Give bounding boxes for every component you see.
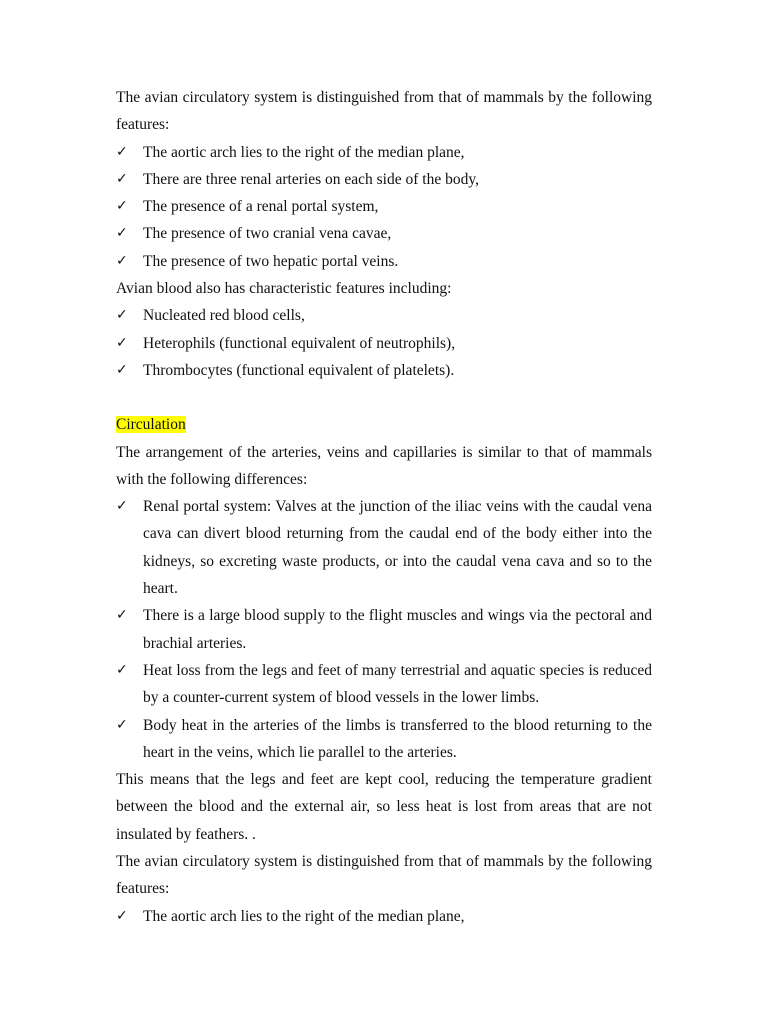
features-repeat-list xyxy=(116,903,652,930)
check-icon: ✓ xyxy=(116,607,128,624)
list-item xyxy=(116,712,652,767)
list-item-text: The presence of two hepatic portal veins. xyxy=(143,252,399,270)
check-icon: ✓ xyxy=(116,716,128,733)
list-item-text: The presence of two cranial vena cavae, xyxy=(143,225,392,243)
list-item-text: Heat loss from the legs and feet of many terrestrial and aquatic species is reduced by a counter-current system of blood vessels in the lower limbs. xyxy=(143,661,652,707)
check-icon: ✓ xyxy=(116,225,128,242)
check-icon: ✓ xyxy=(116,252,128,269)
intro-repeat-paragraph: The avian circulatory system is distinguished from that of mammals by the following features: xyxy=(116,853,652,898)
check-icon: ✓ xyxy=(116,198,128,215)
conclusion-paragraph: This means that the legs and feet are kept cool, reducing the temperature gradient between the blood and the external air, so less heat is lost from areas that are not insulated by feathers. . xyxy=(116,771,652,843)
list-item-text: The aortic arch lies to the right of the median plane, xyxy=(143,143,465,161)
list-item xyxy=(116,248,652,275)
list-item xyxy=(116,193,652,220)
section-heading-line xyxy=(116,411,652,438)
blood-features-list xyxy=(116,302,652,384)
list-item xyxy=(116,357,652,384)
list-item-text: There is a large blood supply to the flight muscles and wings via the pectoral and brachial arteries. xyxy=(143,607,652,652)
intro-paragraph: The avian circulatory system is distinguished from that of mammals by the following features: xyxy=(116,89,652,134)
list-item xyxy=(116,493,652,602)
features-list xyxy=(116,139,652,275)
list-item-text: There are three renal arteries on each side of the body, xyxy=(143,170,479,188)
check-icon: ✓ xyxy=(116,334,128,351)
list-item-text: The aortic arch lies to the right of the median plane, xyxy=(143,907,465,925)
list-item-text: The presence of a renal portal system, xyxy=(143,198,379,216)
check-icon: ✓ xyxy=(116,170,128,187)
check-icon: ✓ xyxy=(116,307,128,324)
list-item xyxy=(116,220,652,247)
circulation-intro-paragraph: The arrangement of the arteries, veins and capillaries is similar to that of mammals with the following differences: xyxy=(116,443,652,488)
list-item xyxy=(116,139,652,166)
circulation-heading: Circulation xyxy=(116,416,186,434)
list-item xyxy=(116,602,652,657)
check-icon: ✓ xyxy=(116,143,128,160)
list-item-text: Thrombocytes (functional equivalent of platelets). xyxy=(143,361,455,379)
differences-list xyxy=(116,493,652,766)
list-item xyxy=(116,330,652,357)
list-item-text: Nucleated red blood cells, xyxy=(143,307,305,325)
check-icon: ✓ xyxy=(116,498,128,515)
list-item-text: Renal portal system: Valves at the junction of the iliac veins with the caudal vena cava can divert blood returning from the caudal end of the body either into the kidneys, so excreting waste products, or into the caudal vena cava and so to the heart. xyxy=(143,498,652,598)
check-icon: ✓ xyxy=(116,361,128,378)
list-item xyxy=(116,166,652,193)
paragraph-spacer xyxy=(116,384,652,411)
check-icon: ✓ xyxy=(116,661,128,678)
list-item xyxy=(116,302,652,329)
list-item xyxy=(116,903,652,930)
list-item-text: Body heat in the arteries of the limbs is transferred to the blood returning to the heart in the veins, which lie parallel to the arteries. xyxy=(143,716,652,761)
list-item xyxy=(116,657,652,712)
list-item-text: Heterophils (functional equivalent of neutrophils), xyxy=(143,334,456,352)
blood-intro-paragraph: Avian blood also has characteristic features including: xyxy=(116,280,452,298)
check-icon: ✓ xyxy=(116,907,128,924)
